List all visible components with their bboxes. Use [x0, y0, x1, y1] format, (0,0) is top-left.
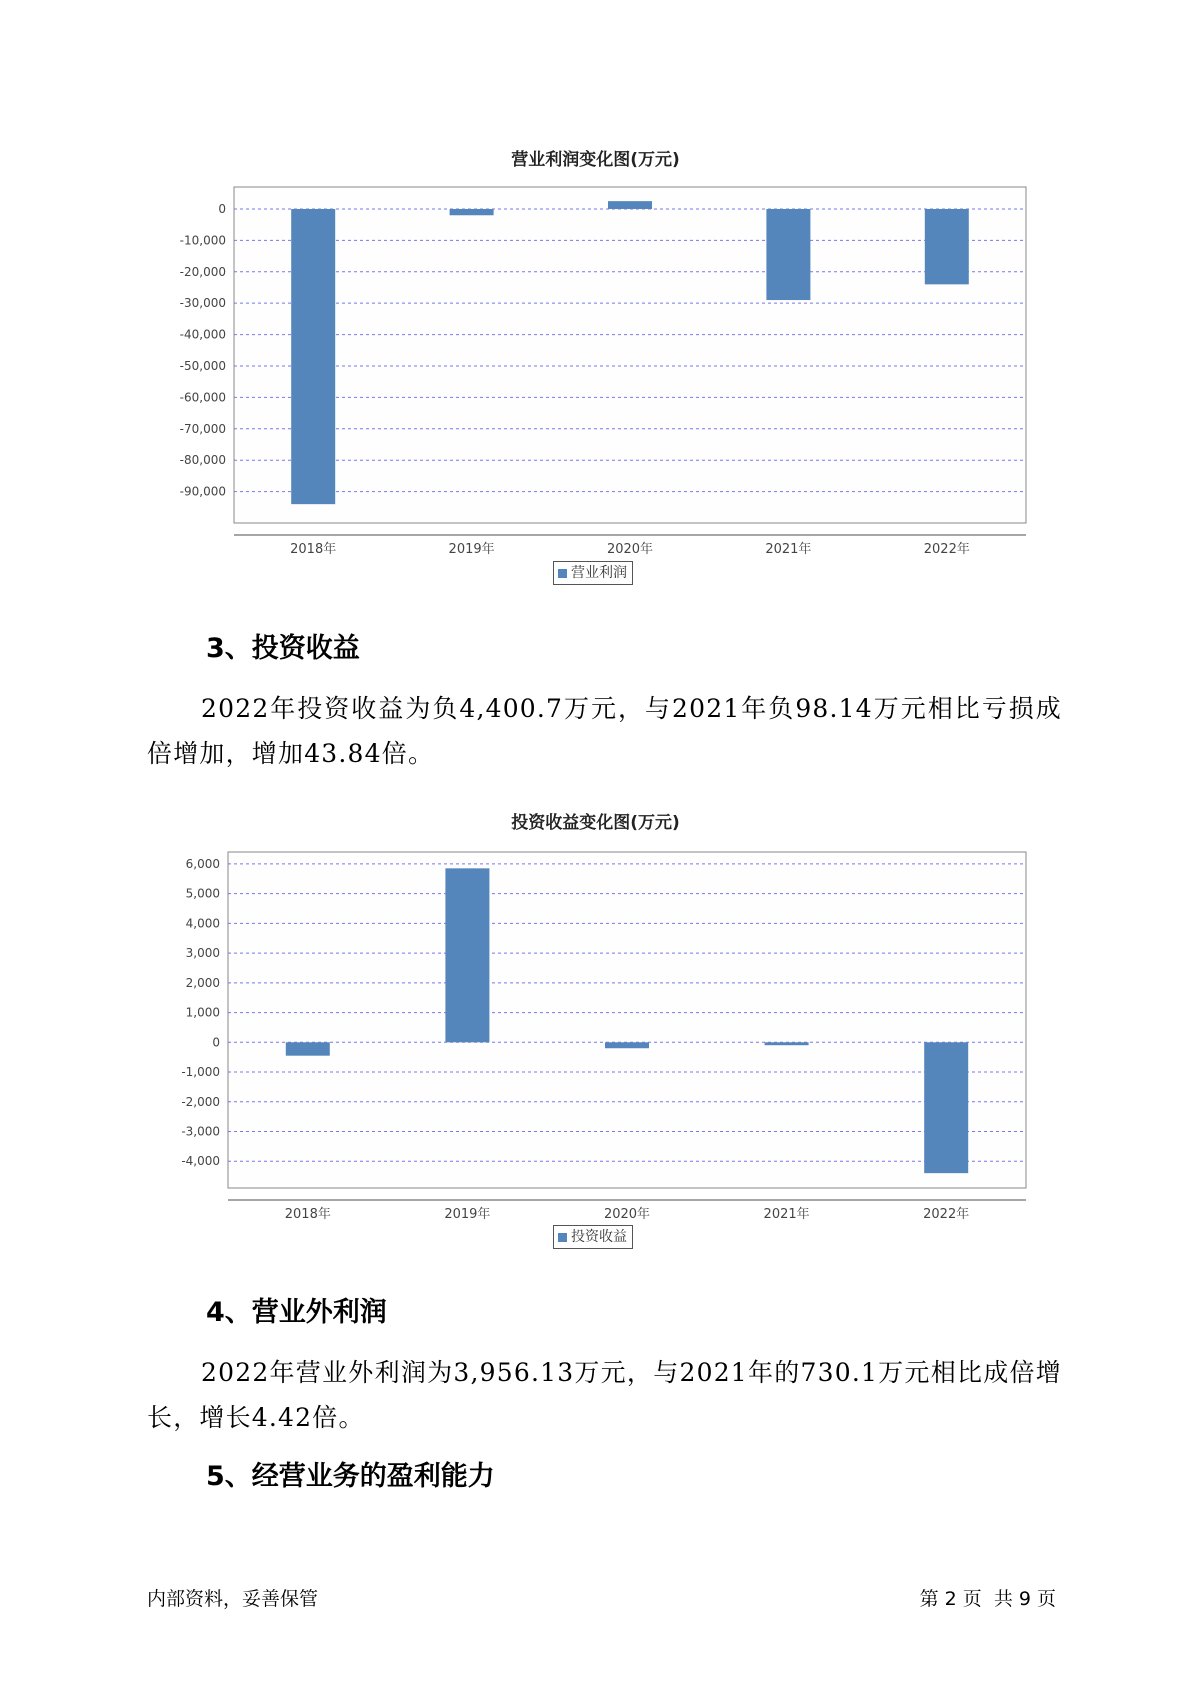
- chart2-bar: [605, 1042, 649, 1048]
- chart2-legend: [553, 1225, 633, 1249]
- chart1-bar: [450, 209, 494, 215]
- chart2-ytick-label: 6,000: [185, 856, 220, 871]
- chart2-ytick-label: -1,000: [181, 1065, 220, 1080]
- chart2-ytick-label: 2,000: [185, 975, 220, 990]
- section5-heading: 5、经营业务的盈利能力: [206, 1461, 495, 1492]
- chart1-bar: [925, 209, 969, 284]
- section3-heading: 3、投资收益: [206, 633, 360, 664]
- chart2-ytick-label: 0: [212, 1035, 220, 1050]
- chart1-legend: [553, 561, 633, 585]
- chart2-bar: [765, 1042, 809, 1045]
- chart1-ytick-label: -90,000: [179, 484, 226, 499]
- chart2-xtick-label: 2021年: [763, 1207, 810, 1222]
- chart1-bar: [291, 209, 335, 504]
- footer-confidential-note: 内部资料，妥善保管: [147, 1588, 319, 1610]
- section4-heading: 4、营业外利润: [206, 1297, 387, 1328]
- chart1-xtick-label: 2018年: [290, 542, 337, 557]
- chart2-investment-income: [0, 840, 1191, 1222]
- chart2-ytick-label: 1,000: [185, 1005, 220, 1020]
- chart1-ytick-label: -70,000: [179, 421, 226, 436]
- chart1-xtick-label: 2019年: [448, 542, 495, 557]
- chart1-ytick-label: -30,000: [179, 296, 226, 311]
- chart1-ytick-label: -10,000: [179, 233, 226, 248]
- chart2-ytick-label: -4,000: [181, 1154, 220, 1169]
- chart2-xtick-label: 2022年: [923, 1207, 970, 1222]
- chart1-plot-area: [234, 187, 1026, 523]
- section3-paragraph: 2022年投资收益为负4,400.7万元，与2021年负98.14万元相比亏损成倍增加，增加43.84倍。: [147, 694, 1062, 768]
- chart2-bar: [924, 1042, 968, 1173]
- chart1-legend-label: 营业利润: [571, 565, 627, 581]
- chart2-xtick-label: 2018年: [284, 1207, 331, 1222]
- chart2-ytick-label: -2,000: [181, 1094, 220, 1109]
- chart1-ytick-label: -40,000: [179, 327, 226, 342]
- chart1-ytick-label: 0: [218, 201, 226, 216]
- chart1-xtick-label: 2021年: [765, 542, 812, 557]
- chart1-bar: [608, 201, 652, 209]
- chart2-ytick-label: 5,000: [185, 886, 220, 901]
- chart2-legend-label: 投资收益: [571, 1229, 627, 1245]
- chart2-xtick-label: 2019年: [444, 1207, 491, 1222]
- chart1-legend-swatch: [558, 569, 567, 578]
- chart2-xtick-label: 2020年: [603, 1207, 651, 1222]
- chart1-ytick-label: -50,000: [179, 358, 226, 373]
- chart1-ytick-label: -80,000: [179, 453, 226, 468]
- chart1-title: 营业利润变化图(万元): [511, 150, 680, 170]
- chart2-bar: [445, 868, 489, 1042]
- chart2-ytick-label: 4,000: [185, 916, 220, 931]
- chart2-ytick-label: 3,000: [185, 946, 220, 961]
- chart2-plot-area: [228, 852, 1026, 1188]
- chart1-ytick-label: -20,000: [179, 264, 226, 279]
- chart1-operating-profit: [0, 175, 1191, 557]
- chart2-legend-swatch: [558, 1233, 567, 1242]
- chart1-bar: [766, 209, 810, 300]
- chart1-xtick-label: 2022年: [923, 542, 970, 557]
- chart2-bar: [286, 1042, 330, 1055]
- footer-page-number: 第 2 页 共 9 页: [919, 1588, 1056, 1610]
- section4-paragraph: 2022年营业外利润为3,956.13万元，与2021年的730.1万元相比成倍增长，增长4.42倍。: [147, 1358, 1062, 1432]
- chart2-ytick-label: -3,000: [181, 1124, 220, 1139]
- chart2-title: 投资收益变化图(万元): [511, 813, 680, 833]
- chart1-ytick-label: -60,000: [179, 390, 226, 405]
- chart1-xtick-label: 2020年: [606, 542, 654, 557]
